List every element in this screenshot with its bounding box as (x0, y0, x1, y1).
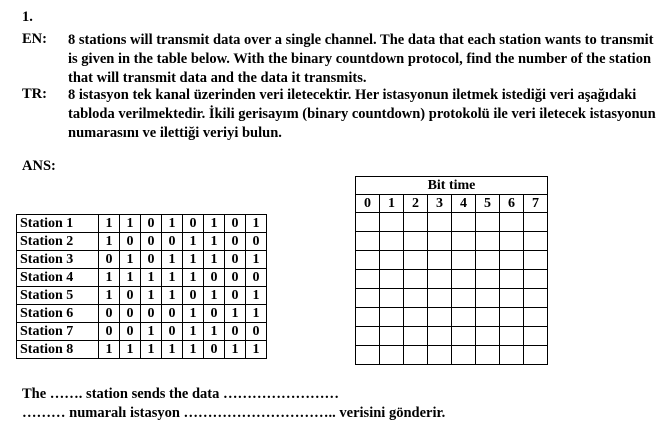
fill-in-sentence-en: The ……. station sends the data …………………… (22, 386, 340, 402)
grid-cell (356, 251, 380, 270)
grid-cell (356, 327, 380, 346)
station-bit: 1 (99, 269, 120, 287)
grid-cell (404, 270, 428, 289)
en-label: EN: (22, 31, 47, 47)
grid-cell (452, 327, 476, 346)
station-bit: 0 (183, 215, 204, 233)
station-bit: 0 (99, 251, 120, 269)
grid-cell (476, 289, 500, 308)
grid-cell (500, 289, 524, 308)
station-bit: 0 (204, 341, 225, 359)
station-bit: 1 (183, 323, 204, 341)
grid-cell (404, 213, 428, 232)
grid-cell (428, 346, 452, 365)
station-bit: 0 (162, 233, 183, 251)
bit-time-index: 7 (524, 195, 548, 213)
station-bit: 1 (141, 287, 162, 305)
station-name: Station 1 (17, 215, 99, 233)
grid-cell (380, 270, 404, 289)
station-bit: 1 (162, 341, 183, 359)
grid-cell (428, 232, 452, 251)
station-row (17, 269, 267, 287)
station-bit: 0 (204, 305, 225, 323)
station-name: Station 2 (17, 233, 99, 251)
grid-cell (452, 270, 476, 289)
station-row (17, 251, 267, 269)
station-bit: 1 (141, 341, 162, 359)
grid-cell (476, 346, 500, 365)
grid-cell (428, 289, 452, 308)
bit-time-index: 2 (404, 195, 428, 213)
grid-cell (452, 308, 476, 327)
bit-time-index: 1 (380, 195, 404, 213)
grid-cell (524, 289, 548, 308)
grid-cell (452, 346, 476, 365)
station-bit: 0 (141, 251, 162, 269)
station-bit: 0 (225, 233, 246, 251)
station-bit: 0 (120, 287, 141, 305)
station-bit: 1 (162, 251, 183, 269)
station-row (17, 233, 267, 251)
grid-row (356, 251, 548, 270)
station-bit: 0 (120, 323, 141, 341)
station-bit: 0 (225, 215, 246, 233)
bit-time-index: 3 (428, 195, 452, 213)
station-name: Station 8 (17, 341, 99, 359)
station-bit: 1 (204, 287, 225, 305)
answer-label: ANS: (22, 158, 56, 174)
grid-cell (428, 251, 452, 270)
grid-row (356, 346, 548, 365)
grid-cell (476, 251, 500, 270)
station-bit: 1 (120, 341, 141, 359)
station-name: Station 6 (17, 305, 99, 323)
station-bit: 0 (183, 287, 204, 305)
station-bit: 1 (246, 251, 267, 269)
station-bit: 0 (246, 269, 267, 287)
station-bit: 0 (120, 305, 141, 323)
station-bit: 0 (141, 305, 162, 323)
grid-cell (404, 327, 428, 346)
grid-cell (476, 232, 500, 251)
grid-cell (428, 327, 452, 346)
grid-row (356, 289, 548, 308)
bit-time-index: 4 (452, 195, 476, 213)
grid-row (356, 270, 548, 289)
station-bit: 1 (120, 269, 141, 287)
station-name: Station 5 (17, 287, 99, 305)
station-bit: 0 (162, 305, 183, 323)
grid-row (356, 232, 548, 251)
tr-label: TR: (22, 86, 47, 102)
station-bit: 1 (162, 215, 183, 233)
grid-cell (500, 232, 524, 251)
station-bit: 1 (204, 323, 225, 341)
grid-cell (380, 346, 404, 365)
grid-cell (404, 251, 428, 270)
bit-time-index: 6 (500, 195, 524, 213)
grid-cell (452, 289, 476, 308)
grid-row (356, 213, 548, 232)
grid-cell (356, 270, 380, 289)
station-bit: 1 (120, 251, 141, 269)
grid-cell (452, 251, 476, 270)
station-bit: 1 (246, 287, 267, 305)
station-row (17, 215, 267, 233)
station-bit: 1 (183, 251, 204, 269)
station-bit: 0 (141, 215, 162, 233)
grid-cell (380, 308, 404, 327)
grid-cell (452, 213, 476, 232)
station-bit: 0 (225, 251, 246, 269)
grid-cell (524, 251, 548, 270)
grid-cell (500, 308, 524, 327)
station-bit: 1 (141, 323, 162, 341)
station-bit: 1 (183, 233, 204, 251)
station-bit: 0 (246, 233, 267, 251)
grid-cell (356, 346, 380, 365)
grid-cell (404, 289, 428, 308)
station-bit: 1 (183, 341, 204, 359)
station-bit: 1 (246, 341, 267, 359)
station-bit: 1 (99, 215, 120, 233)
grid-cell (500, 346, 524, 365)
grid-cell (476, 270, 500, 289)
tr-question-text: 8 istasyon tek kanal üzerinden veri iletecektir. Her istasyonun iletmek istediği veri aşağıdaki tabloda verilmektedir. İkili gerisayım (binary countdown) protokolü ile veri iletecek istasyonun numarasını ve ilettiği veriyi bulun. (68, 87, 656, 141)
station-bit: 1 (183, 269, 204, 287)
grid-cell (380, 213, 404, 232)
grid-cell (428, 308, 452, 327)
station-bit: 0 (204, 269, 225, 287)
grid-cell (500, 327, 524, 346)
grid-cell (476, 308, 500, 327)
station-row (17, 287, 267, 305)
station-bit: 1 (246, 305, 267, 323)
station-name: Station 7 (17, 323, 99, 341)
grid-cell (476, 327, 500, 346)
bit-time-title: Bit time (356, 177, 548, 195)
grid-cell (500, 213, 524, 232)
station-bit: 1 (99, 341, 120, 359)
station-bit: 1 (99, 233, 120, 251)
station-bit: 1 (225, 341, 246, 359)
grid-cell (524, 213, 548, 232)
grid-cell (524, 270, 548, 289)
grid-cell (476, 213, 500, 232)
station-bit: 1 (99, 287, 120, 305)
grid-cell (356, 308, 380, 327)
station-bit: 0 (225, 287, 246, 305)
station-bit: 1 (225, 305, 246, 323)
station-bit: 1 (183, 305, 204, 323)
grid-cell (356, 213, 380, 232)
grid-cell (356, 232, 380, 251)
station-bit: 1 (204, 251, 225, 269)
fill-in-sentence-tr: ……… numaralı istasyon ………………………….. verisini gönderir. (22, 405, 446, 421)
station-bit: 1 (141, 269, 162, 287)
grid-cell (380, 251, 404, 270)
station-name: Station 3 (17, 251, 99, 269)
station-bit: 1 (120, 215, 141, 233)
grid-cell (524, 232, 548, 251)
station-bit: 0 (141, 233, 162, 251)
grid-cell (404, 346, 428, 365)
station-bit: 0 (99, 305, 120, 323)
grid-cell (452, 232, 476, 251)
grid-cell (500, 251, 524, 270)
grid-cell (380, 327, 404, 346)
bit-time-index: 5 (476, 195, 500, 213)
grid-cell (524, 346, 548, 365)
bit-time-answer-grid (355, 176, 548, 365)
station-row (17, 323, 267, 341)
grid-cell (356, 289, 380, 308)
grid-row (356, 308, 548, 327)
station-row (17, 341, 267, 359)
grid-cell (524, 327, 548, 346)
en-question-text: 8 stations will transmit data over a single channel. The data that each station wants to transmit is given in the table below. With the binary countdown protocol, find the number of the station that will transmit data and the data it transmits. (68, 32, 654, 86)
grid-cell (380, 289, 404, 308)
grid-cell (380, 232, 404, 251)
grid-cell (428, 270, 452, 289)
station-bit: 1 (162, 269, 183, 287)
grid-row (356, 327, 548, 346)
grid-cell (500, 270, 524, 289)
station-bit: 1 (204, 233, 225, 251)
station-bit: 0 (225, 269, 246, 287)
grid-cell (428, 213, 452, 232)
station-data-table (16, 214, 267, 359)
grid-cell (404, 308, 428, 327)
station-bit: 1 (162, 287, 183, 305)
station-bit: 1 (246, 215, 267, 233)
grid-cell (404, 232, 428, 251)
station-bit: 0 (225, 323, 246, 341)
station-bit: 1 (204, 215, 225, 233)
question-number: 1. (22, 9, 33, 25)
bit-time-index: 0 (356, 195, 380, 213)
station-bit: 0 (120, 233, 141, 251)
station-bit: 0 (162, 323, 183, 341)
station-name: Station 4 (17, 269, 99, 287)
station-bit: 0 (246, 323, 267, 341)
station-row (17, 305, 267, 323)
grid-cell (524, 308, 548, 327)
station-bit: 0 (99, 323, 120, 341)
